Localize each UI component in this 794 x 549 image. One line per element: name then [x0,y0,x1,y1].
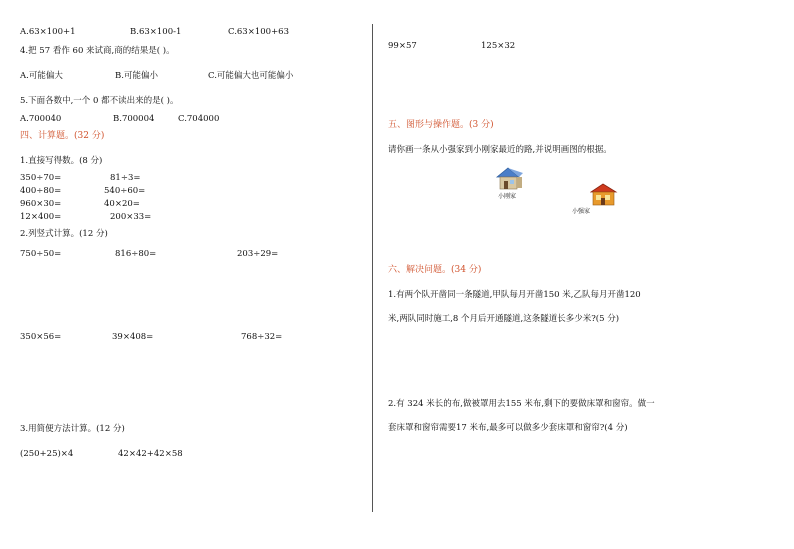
mental-2b: 540÷60= [104,186,146,196]
section-6-title: 六、解决问题。(34 分) [388,265,482,275]
vertical-5: 39×408= [112,332,154,342]
house-blue-icon [494,166,526,192]
q4-option-c: C.可能偏大也可能偏小 [208,71,294,81]
q5-text: 5.下面各数中,一个 0 都不读出来的是( )。 [20,96,179,106]
mental-2a: 400÷80= [20,186,62,196]
calc-99x57: 99×57 [388,41,417,51]
problem-2-line-2: 套床罩和窗帘需要17 米布,最多可以做多少套床罩和窗帘?(4 分) [388,423,628,433]
q3-option-a: A.63×100+1 [20,27,76,37]
mental-3b: 40×20= [104,199,140,209]
simple-2: 42×42+42×58 [118,449,183,459]
simple-1: (250+25)×4 [20,449,74,459]
sub2-title: 2.列竖式计算。(12 分) [20,229,108,239]
q4-option-a: A.可能偏大 [20,71,63,81]
section-5-text: 请你画一条从小强家到小刚家最近的路,并说明画图的根据。 [388,145,612,155]
q5-option-a: A.700040 [20,114,62,124]
q5-option-b: B.700004 [113,114,155,124]
vertical-3: 203÷29= [237,249,279,259]
q3-option-c: C.63×100+63 [228,27,290,37]
house1-label: 小刚家 [498,193,517,200]
problem-2-line-1: 2.有 324 米长的布,做被罩用去155 米布,剩下的要做床罩和窗帘。做一 [388,399,655,409]
vertical-2: 816÷80= [115,249,157,259]
mental-1a: 350÷70= [20,173,62,183]
section-5-title: 五、图形与操作题。(3 分) [388,120,494,130]
sub3-title: 3.用简便方法计算。(12 分) [20,424,125,434]
q3-option-b: B.63×100-1 [130,27,182,37]
problem-1-line-2: 米,两队同时施工,8 个月后开通隧道,这条隧道长多少米?(5 分) [388,314,620,324]
q5-option-c: C.704000 [178,114,220,124]
mental-4b: 200×33= [110,212,152,222]
q4-text: 4.把 57 看作 60 来试商,商的结果是( )。 [20,46,175,56]
vertical-1: 750÷50= [20,249,62,259]
sub1-title: 1.直接写得数。(8 分) [20,156,103,166]
column-divider [372,24,373,512]
mental-1b: 81÷3= [110,173,141,183]
vertical-6: 768÷32= [241,332,283,342]
q4-option-b: B.可能偏小 [115,71,158,81]
house2-label: 小强家 [572,208,591,215]
calc-125x32: 125×32 [481,41,516,51]
vertical-4: 350×56= [20,332,62,342]
section-4-title: 四、计算题。(32 分) [20,131,105,141]
house-red-icon [590,182,618,207]
problem-1-line-1: 1.有两个队开凿同一条隧道,甲队每月开凿150 米,乙队每月开凿120 [388,290,641,300]
mental-4a: 12×400= [20,212,62,222]
mental-3a: 960×30= [20,199,62,209]
